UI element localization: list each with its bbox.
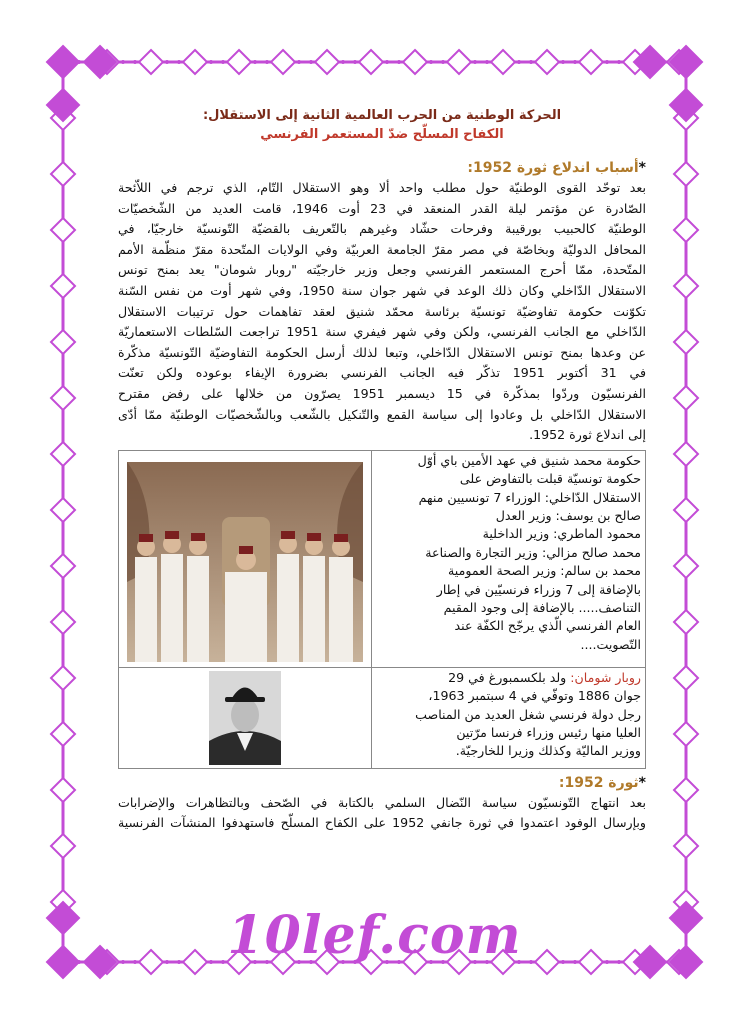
text-line: في 31 أكتوبر 1951 تذكّر فيه الجانب الفرنسي بضرورة الإيفاء بوعوده ولكن تعنّت [118, 365, 646, 381]
text-line: عن وعدها بمنح تونس الاستقلال الدّاخلي، وتبعا لذلك أرسل الحكومة التفاوضيّة التّونسيّة مذكّرة [118, 344, 646, 360]
diamond-icon [674, 554, 698, 578]
diamond-icon [51, 778, 75, 802]
diamond-icon [674, 778, 698, 802]
page-title: الحركة الوطنية من الحرب العالمية الثانية إلى الاستقلال: [202, 108, 562, 123]
section-heading-revolution [118, 773, 646, 793]
diamond-icon [51, 442, 75, 466]
diamond-icon [51, 722, 75, 746]
diamond-icon [674, 162, 698, 186]
diamond-icon [139, 50, 163, 74]
diamond-icon [674, 386, 698, 410]
text-line: بعد توحّد القوى الوطنيّة حول مطلب واحد ألا وهو الاستقلال التّام، الذي ترجم في اللاّئحة [118, 180, 646, 195]
section-heading-revolution-text: ثورة 1952: [558, 774, 639, 791]
text-line: بعد انتهاج التّونسيّون سياسة النّضال السلمي بالكتابة في الصّحف وبالتظاهرات والإضرابات [118, 794, 646, 810]
chenik-government-text [376, 452, 641, 654]
diamond-icon [271, 50, 295, 74]
diamond-icon [674, 834, 698, 858]
diamond-icon [674, 274, 698, 298]
text-line: بالإضافة إلى 7 وزراء فرنسيّين في إطار [436, 581, 641, 597]
diamond-icon [315, 50, 339, 74]
diamond-icon [47, 46, 79, 78]
table-row [119, 450, 646, 667]
diamond-icon [51, 386, 75, 410]
text-line: تكوّنت حكومة تفاوضيّة تونسيّة برئاسة محمّد شنيق لعقد تفاهمات حول ترتيبات الاستقلال [118, 303, 646, 319]
section-heading-causes-text: أسباب اندلاع ثورة 1952: [467, 160, 639, 176]
text-line: إلى اندلاع ثورة 1952. [529, 427, 646, 443]
diamond-icon [535, 50, 559, 74]
diamond-icon [674, 610, 698, 634]
page-subtitle: الكفاح المسلّح ضدّ المستعمر الفرنسي [260, 127, 504, 142]
diamond-icon [51, 610, 75, 634]
table-cell-text [372, 450, 646, 667]
diamond-icon [227, 50, 251, 74]
text-line: التناصف..... بالإضافة إلى وجود المقيم [443, 599, 641, 615]
diamond-icon [51, 330, 75, 354]
text-line: الاستقلال الدّاخلي: الوزراء 7 تونسيين منهم [418, 489, 641, 505]
diamond-icon [51, 498, 75, 522]
diamond-icon [84, 46, 116, 78]
diamond-icon [674, 218, 698, 242]
site-logo: 10lef.com [227, 905, 522, 966]
text-line: حكومة تونسيّة قبلت بالتفاوض على [459, 471, 641, 487]
section-causes-paragraph [118, 178, 646, 446]
table-row [119, 667, 646, 768]
text-line: المتّحدة، ممّا أحرج المستعمر الفرنسي وجعل وزير خارجيّته "روبار شومان" يعد بمنح تونس [118, 262, 646, 278]
section-revolution-paragraph [118, 793, 646, 834]
diamond-icon [51, 274, 75, 298]
diamond-icon [491, 50, 515, 74]
info-table [118, 450, 646, 769]
text-line: محمود الماطري: وزير الداخلية [482, 526, 641, 542]
section-heading-causes [118, 158, 646, 178]
text-line: الدّاخلي مع الجانب الفرنسي، ولكن وفي شهر فيفري سنة 1951 تراجعت السّلطات الاستعماريّة [118, 324, 646, 340]
group-photo [127, 462, 363, 662]
text-line: الاستقلال الدّاخلي وكان ذلك الوعد في شهر جوان سنة 1950، وفي شهر أوت من نفس السّنة [118, 282, 646, 298]
text-line: العام الفرنسي الّذي يرجّح الكفّة عند [454, 618, 641, 634]
text-line: الاستقلال الدّاخلي بل وعادوا إلى سياسة القمع والتّنكيل بالشّعب وبالشّخصيّات الوطنيّة ممّا أدّى [118, 406, 646, 422]
diamond-icon [183, 50, 207, 74]
text-line: محمد بن سالم: وزير الصحة العمومية [448, 563, 641, 579]
table-cell-photo [119, 667, 372, 768]
text-line: التّصويت.... [580, 636, 641, 652]
diamond-icon [51, 834, 75, 858]
diamond-icon [579, 50, 603, 74]
bullet-mark: * [638, 774, 646, 791]
diamond-icon [359, 50, 383, 74]
text-line: الوطنيّة كالحبيب بورقيبة وفرحات حشّاد وغيرهم بالتّعريف بالقضيّة التّونسيّة خارجيّا، في [118, 221, 646, 237]
diamond-icon [674, 666, 698, 690]
diamond-icon [674, 722, 698, 746]
portrait-photo [209, 671, 281, 765]
diamond-icon [51, 218, 75, 242]
table-cell-text [372, 667, 646, 768]
text-line: محمد صالح مزالي: وزير التجارة والصناعة [425, 544, 641, 560]
diamond-icon [674, 498, 698, 522]
diamond-icon [447, 50, 471, 74]
text-line: المحافل الدوليّة وبخاصّة في مصر مقرّ الجامعة العربيّة وفي الولايات المتّحدة مقرّ منظّمة الأمم [118, 241, 646, 257]
diamond-icon [403, 50, 427, 74]
text-line: صالح بن يوسف: وزير العدل [495, 507, 641, 523]
text-line: الصّادرة عن مؤتمر ليلة القدر المنعقد في 23 أوت 1946، قامت العديد من الشّخصيّات [118, 200, 646, 216]
diamond-icon [51, 162, 75, 186]
text-line: وبإرسال الوفود اعتمدوا في ثورة جانفي 1952 على الكفاح المسلّح فاستهدفوا المنشآت الفرنسية [118, 815, 647, 831]
table-cell-photo [119, 450, 372, 667]
diamond-icon [51, 666, 75, 690]
bullet-mark: * [638, 160, 646, 176]
text-line: الفرنسيّون وردّوا بمذكّرة في 15 ديسمبر 1951 يصرّون من خلالها على رفض مقترح [118, 385, 646, 401]
diamond-icon [674, 330, 698, 354]
diamond-icon [674, 442, 698, 466]
diamond-icon [670, 46, 702, 78]
text-line: حكومة محمد شنيق في عهد الأمين باي أوّل [417, 452, 641, 468]
schuman-text: روبار شومان: ولد بلكسمبورغ في 29 جوان 1886 وتوفّي في 4 سبتمبر 1963، رجل دولة فرنسي شغل العديد من المناصب العليا منها رئيس وزراء فرنسا مرّتين ووزير الماليّة وكذلك وزيرا للخارجيّة. [415, 669, 641, 759]
document-body [118, 106, 646, 834]
schuman-name: روبار شومان: [570, 669, 641, 685]
diamond-icon [51, 554, 75, 578]
